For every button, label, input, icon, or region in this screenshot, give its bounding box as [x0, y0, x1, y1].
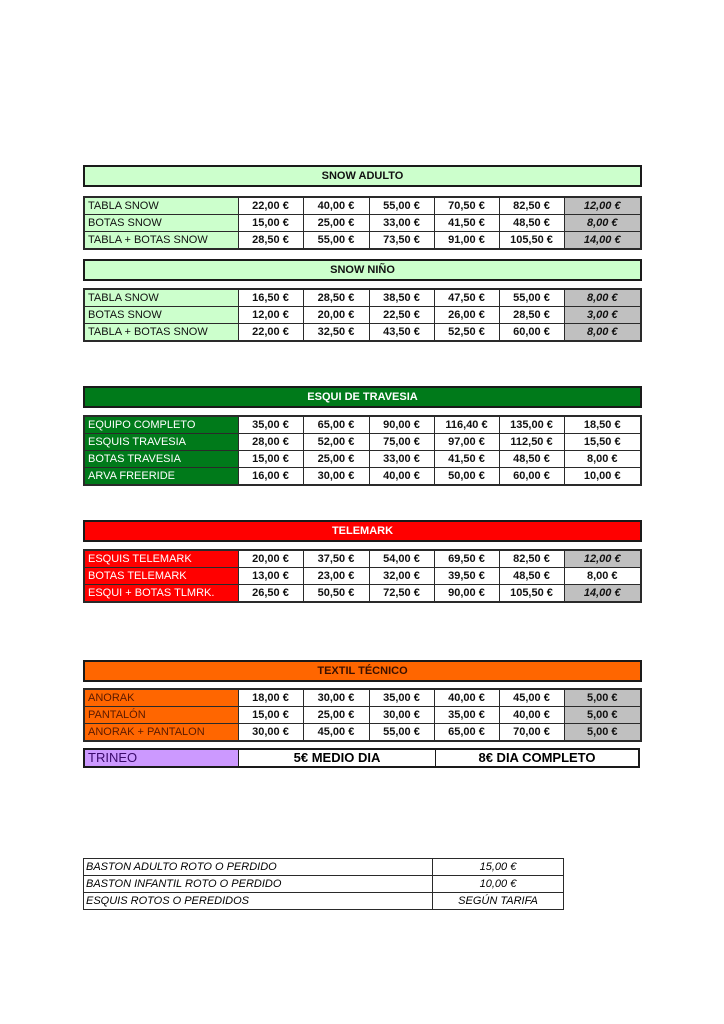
- table-row: [84, 585, 641, 603]
- price-cell: 15,00 €: [238, 707, 303, 724]
- price-cell: 25,00 €: [303, 215, 369, 232]
- item-label: BOTAS TRAVESIA: [84, 451, 238, 468]
- price-cell: 13,00 €: [238, 568, 303, 585]
- price-cell: 45,00 €: [303, 724, 369, 742]
- table-row: [84, 232, 641, 250]
- item-label: ESQUI + BOTAS TLMRK.: [84, 585, 238, 603]
- item-label: PANTALÓN: [84, 707, 238, 724]
- item-label: EQUIPO COMPLETO: [84, 416, 238, 434]
- price-cell: 70,50 €: [434, 197, 499, 215]
- price-cell: 55,00 €: [369, 724, 434, 742]
- price-cell: 112,50 €: [499, 434, 564, 451]
- price-cell: 39,50 €: [434, 568, 499, 585]
- price-cell: 28,50 €: [499, 307, 564, 324]
- price-cell: 40,00 €: [303, 197, 369, 215]
- price-table-snow-adulto: [83, 196, 642, 250]
- extra-price-cell: 8,00 €: [564, 324, 641, 342]
- price-cell: 55,00 €: [303, 232, 369, 250]
- table-row: [84, 215, 641, 232]
- price-cell: 69,50 €: [434, 550, 499, 568]
- table-row: [84, 689, 641, 707]
- table-row: [84, 568, 641, 585]
- table-row: [84, 434, 641, 451]
- price-cell: 82,50 €: [499, 550, 564, 568]
- table-row: [84, 324, 641, 342]
- price-cell: 28,00 €: [238, 434, 303, 451]
- price-cell: 28,50 €: [238, 232, 303, 250]
- price-cell: 50,00 €: [434, 468, 499, 486]
- price-cell: 45,00 €: [499, 689, 564, 707]
- price-cell: 16,50 €: [238, 289, 303, 307]
- extra-price-cell: 12,00 €: [564, 197, 641, 215]
- price-cell: 135,00 €: [499, 416, 564, 434]
- price-cell: 43,50 €: [369, 324, 434, 342]
- item-label: BOTAS TELEMARK: [84, 568, 238, 585]
- item-label: ANORAK + PANTALON: [84, 724, 238, 742]
- price-cell: 25,00 €: [303, 451, 369, 468]
- price-cell: 32,00 €: [369, 568, 434, 585]
- price-cell: 47,50 €: [434, 289, 499, 307]
- price-cell: 52,50 €: [434, 324, 499, 342]
- section-header-telemark: TELEMARK: [83, 520, 642, 542]
- price-cell: 91,00 €: [434, 232, 499, 250]
- price-table-telemark: [83, 549, 642, 603]
- price-cell: 35,00 €: [238, 416, 303, 434]
- table-row: [84, 859, 564, 876]
- penalty-value: SEGÚN TARIFA: [433, 893, 564, 910]
- extra-price-cell: 5,00 €: [564, 689, 641, 707]
- price-cell: 72,50 €: [369, 585, 434, 603]
- price-cell: 90,00 €: [369, 416, 434, 434]
- price-cell: 16,00 €: [238, 468, 303, 486]
- price-cell: 73,50 €: [369, 232, 434, 250]
- price-cell: 90,00 €: [434, 585, 499, 603]
- price-cell: 26,50 €: [238, 585, 303, 603]
- item-label: BOTAS SNOW: [84, 215, 238, 232]
- table-row: [84, 307, 641, 324]
- price-cell: 105,50 €: [499, 585, 564, 603]
- price-cell: 70,00 €: [499, 724, 564, 742]
- extra-price-cell: 18,50 €: [564, 416, 641, 434]
- price-cell: 37,50 €: [303, 550, 369, 568]
- price-cell: 40,00 €: [499, 707, 564, 724]
- price-cell: 55,00 €: [499, 289, 564, 307]
- price-cell: 12,00 €: [238, 307, 303, 324]
- table-row: [84, 550, 641, 568]
- price-cell: 97,00 €: [434, 434, 499, 451]
- extra-price-cell: 5,00 €: [564, 707, 641, 724]
- price-cell: 50,50 €: [303, 585, 369, 603]
- price-cell: 41,50 €: [434, 215, 499, 232]
- price-cell: 15,00 €: [238, 451, 303, 468]
- penalty-label: ESQUIS ROTOS O PEREDIDOS: [84, 893, 433, 910]
- table-row: [84, 893, 564, 910]
- section-header-textil-tecnico: TEXTIL TÉCNICO: [83, 660, 642, 682]
- price-cell: 32,50 €: [303, 324, 369, 342]
- table-row: [84, 707, 641, 724]
- price-table-esqui-travesia: [83, 415, 642, 486]
- item-label: TABLA SNOW: [84, 289, 238, 307]
- penalty-value: 10,00 €: [433, 876, 564, 893]
- price-cell: 18,00 €: [238, 689, 303, 707]
- table-row: [84, 876, 564, 893]
- trineo-full-day-price: 8€ DIA COMPLETO: [478, 750, 596, 765]
- price-cell: 105,50 €: [499, 232, 564, 250]
- item-label: TABLA SNOW: [84, 197, 238, 215]
- extra-price-cell: 8,00 €: [564, 451, 641, 468]
- price-cell: 30,00 €: [238, 724, 303, 742]
- penalties-table: [83, 858, 564, 910]
- item-label: ESQUIS TRAVESIA: [84, 434, 238, 451]
- price-cell: 65,00 €: [303, 416, 369, 434]
- penalty-label: BASTON ADULTO ROTO O PERDIDO: [84, 859, 433, 876]
- table-row: [84, 289, 641, 307]
- item-label: TABLA + BOTAS SNOW: [84, 324, 238, 342]
- price-cell: 35,00 €: [369, 689, 434, 707]
- price-cell: 60,00 €: [499, 468, 564, 486]
- price-cell: 41,50 €: [434, 451, 499, 468]
- extra-price-cell: 8,00 €: [564, 568, 641, 585]
- penalty-value: 15,00 €: [433, 859, 564, 876]
- price-cell: 75,00 €: [369, 434, 434, 451]
- penalty-label: BASTON INFANTIL ROTO O PERDIDO: [84, 876, 433, 893]
- item-label: TABLA + BOTAS SNOW: [84, 232, 238, 250]
- price-cell: 15,00 €: [238, 215, 303, 232]
- trineo-half-day-price: 5€ MEDIO DIA: [239, 750, 436, 766]
- table-row: [84, 724, 641, 742]
- table-row: [84, 451, 641, 468]
- price-cell: 40,00 €: [434, 689, 499, 707]
- price-cell: 20,00 €: [238, 550, 303, 568]
- extra-price-cell: 3,00 €: [564, 307, 641, 324]
- price-cell: 48,50 €: [499, 215, 564, 232]
- item-label: BOTAS SNOW: [84, 307, 238, 324]
- price-cell: 65,00 €: [434, 724, 499, 742]
- price-cell: 22,50 €: [369, 307, 434, 324]
- trineo-label: TRINEO: [85, 750, 239, 766]
- table-row: [84, 416, 641, 434]
- price-cell: 30,00 €: [369, 707, 434, 724]
- price-cell: 25,00 €: [303, 707, 369, 724]
- item-label: ANORAK: [84, 689, 238, 707]
- extra-price-cell: 8,00 €: [564, 289, 641, 307]
- price-cell: 33,00 €: [369, 451, 434, 468]
- table-row: [84, 468, 641, 486]
- extra-price-cell: 15,50 €: [564, 434, 641, 451]
- price-cell: 26,00 €: [434, 307, 499, 324]
- price-cell: 40,00 €: [369, 468, 434, 486]
- price-table-snow-nino: [83, 288, 642, 342]
- price-cell: 60,00 €: [499, 324, 564, 342]
- price-table-textil-tecnico: [83, 688, 642, 742]
- extra-price-cell: 8,00 €: [564, 215, 641, 232]
- extra-price-cell: 12,00 €: [564, 550, 641, 568]
- price-cell: 22,00 €: [238, 324, 303, 342]
- price-cell: 33,00 €: [369, 215, 434, 232]
- price-cell: 48,50 €: [499, 568, 564, 585]
- price-cell: 20,00 €: [303, 307, 369, 324]
- price-cell: 22,00 €: [238, 197, 303, 215]
- section-header-snow-adulto: SNOW ADULTO: [83, 165, 642, 187]
- price-cell: 116,40 €: [434, 416, 499, 434]
- price-cell: 23,00 €: [303, 568, 369, 585]
- price-cell: 28,50 €: [303, 289, 369, 307]
- table-row: [84, 197, 641, 215]
- section-header-snow-nino: SNOW NIÑO: [83, 259, 642, 281]
- price-cell: 82,50 €: [499, 197, 564, 215]
- extra-price-cell: 14,00 €: [564, 232, 641, 250]
- extra-price-cell: 5,00 €: [564, 724, 641, 742]
- price-cell: 55,00 €: [369, 197, 434, 215]
- extra-price-cell: 14,00 €: [564, 585, 641, 603]
- trineo-row: [83, 748, 640, 768]
- price-cell: 30,00 €: [303, 689, 369, 707]
- price-cell: 52,00 €: [303, 434, 369, 451]
- section-header-esqui-travesia: ESQUI DE TRAVESIA: [83, 386, 642, 408]
- price-cell: 48,50 €: [499, 451, 564, 468]
- price-cell: 54,00 €: [369, 550, 434, 568]
- item-label: ESQUIS TELEMARK: [84, 550, 238, 568]
- extra-price-cell: 10,00 €: [564, 468, 641, 486]
- item-label: ARVA FREERIDE: [84, 468, 238, 486]
- price-cell: 30,00 €: [303, 468, 369, 486]
- price-cell: 38,50 €: [369, 289, 434, 307]
- price-cell: 35,00 €: [434, 707, 499, 724]
